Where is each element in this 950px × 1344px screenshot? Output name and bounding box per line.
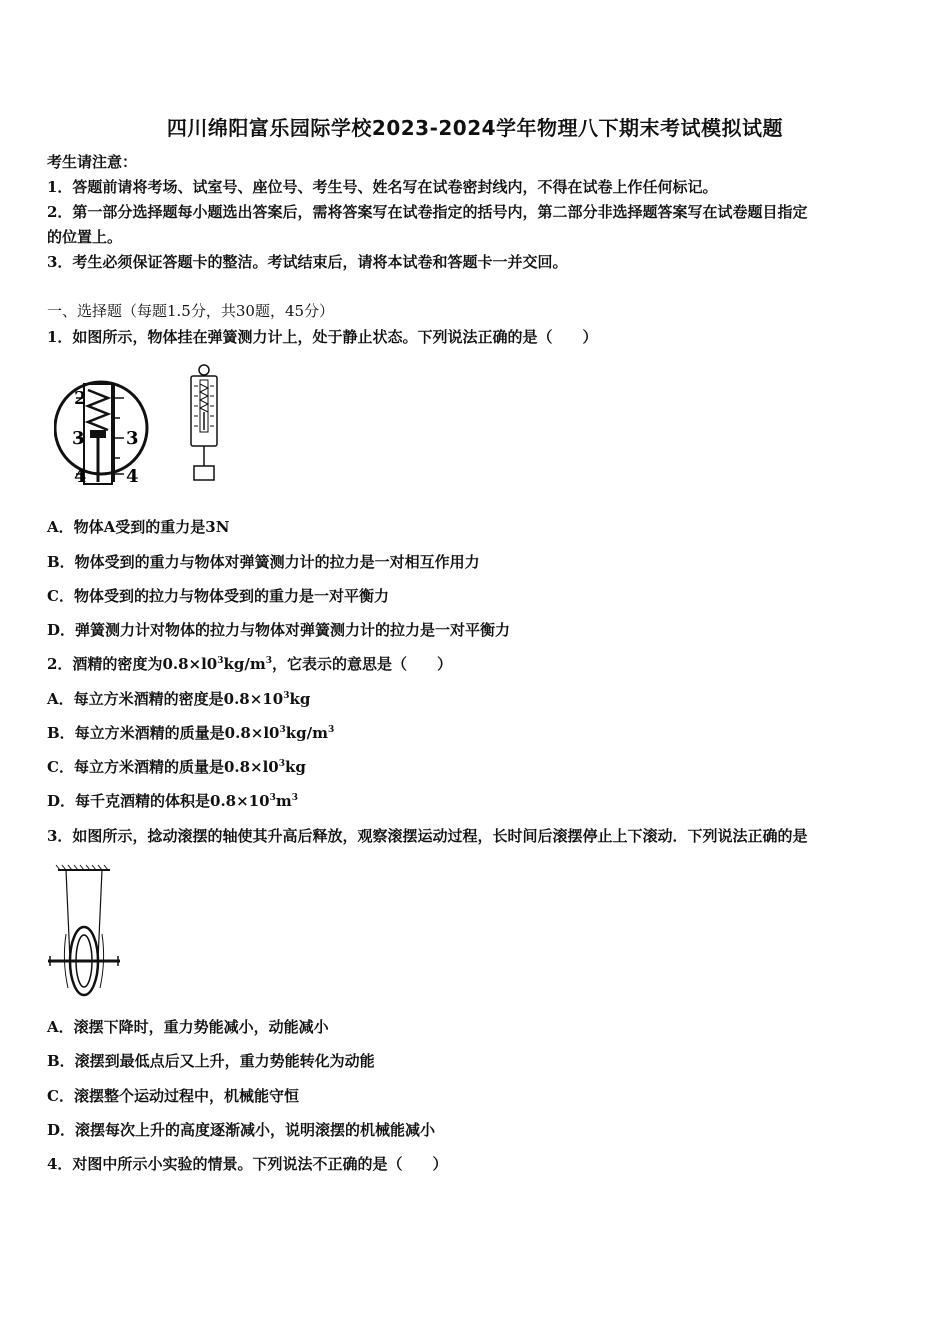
hanging-object [194,466,214,480]
question-2-stem: 2．酒精的密度为$0.8\times l0^3kg/m^3$，它表示的意思是（ ） [47,655,453,673]
scale-label: 4 [126,466,139,487]
question-4-stem: 4．对图中所示小实验的情景。下列说法不正确的是（ ） [47,1155,448,1173]
q1-option-d: D．弹簧测力计对物体的拉力与物体对弹簧测力计的拉力是一对平衡力 [47,621,511,639]
notice-item: 1．答题前请将考场、试室号、座位号、考生号、姓名写在试卷密封线内，不得在试卷上作任何标记。 [47,178,718,196]
scale-label: 3 [126,428,139,449]
q2-option-b: B．每立方米酒精的质量是$0.8\times l0^3kg/m^3$ [47,724,335,742]
scale-label: 3 [72,428,85,449]
q3-option-c: C．滚摆整个运动过程中，机械能守恒 [47,1087,299,1105]
q3-option-d: D．滚摆每次上升的高度逐渐减小，说明滚摆的机械能减小 [47,1121,436,1139]
question-1-stem: 1．如图所示，物体挂在弹簧测力计上，处于静止状态。下列说法正确的是（ ） [47,328,598,346]
notice-item: 2．第一部分选择题每小题选出答案后，需将答案写在试卷指定的括号内，第二部分非选择题答案写在试卷题目指定 [47,203,808,221]
scale-label: 4 [74,466,87,487]
q1-option-c: C．物体受到的拉力与物体受到的重力是一对平衡力 [47,587,389,605]
q1-option-b: B．物体受到的重力与物体对弹簧测力计的拉力是一对相互作用力 [47,553,480,571]
q2-option-a: A．每立方米酒精的密度是$0.8\times 10^3kg$ [47,690,311,708]
maxwell-wheel-figure [44,864,124,1004]
q3-option-b: B．滚摆到最低点后又上升，重力势能转化为动能 [47,1052,375,1070]
scale-label: 2 [74,388,87,409]
question-3-stem: 3．如图所示，捻动滚摆的轴使其升高后释放，观察滚摆运动过程，长时间后滚摆停止上下滚动．下列说法正确的是 [47,827,808,845]
q2-option-c: C．每立方米酒精的质量是$0.8\times l0^3kg$ [47,758,306,776]
section-heading: 一、选择题（每题1.5分，共30题，45分） [47,302,335,320]
q1-option-a: A．物体A受到的重力是3N [47,518,230,536]
spring-scale-figure [54,362,234,492]
notice-item: 的位置上。 [47,228,123,246]
notice-heading: 考生请注意： [47,153,138,171]
page-title: 四川绵阳富乐园际学校2023-2024学年物理八下期末考试模拟试题 [166,116,784,140]
q2-option-d: D．每千克酒精的体积是$0.8\times 10^3m^3$ [47,792,298,810]
notice-item: 3．考生必须保证答题卡的整洁。考试结束后，请将本试卷和答题卡一并交回。 [47,253,568,271]
q3-option-a: A．滚摆下降时，重力势能减小，动能减小 [47,1018,329,1036]
